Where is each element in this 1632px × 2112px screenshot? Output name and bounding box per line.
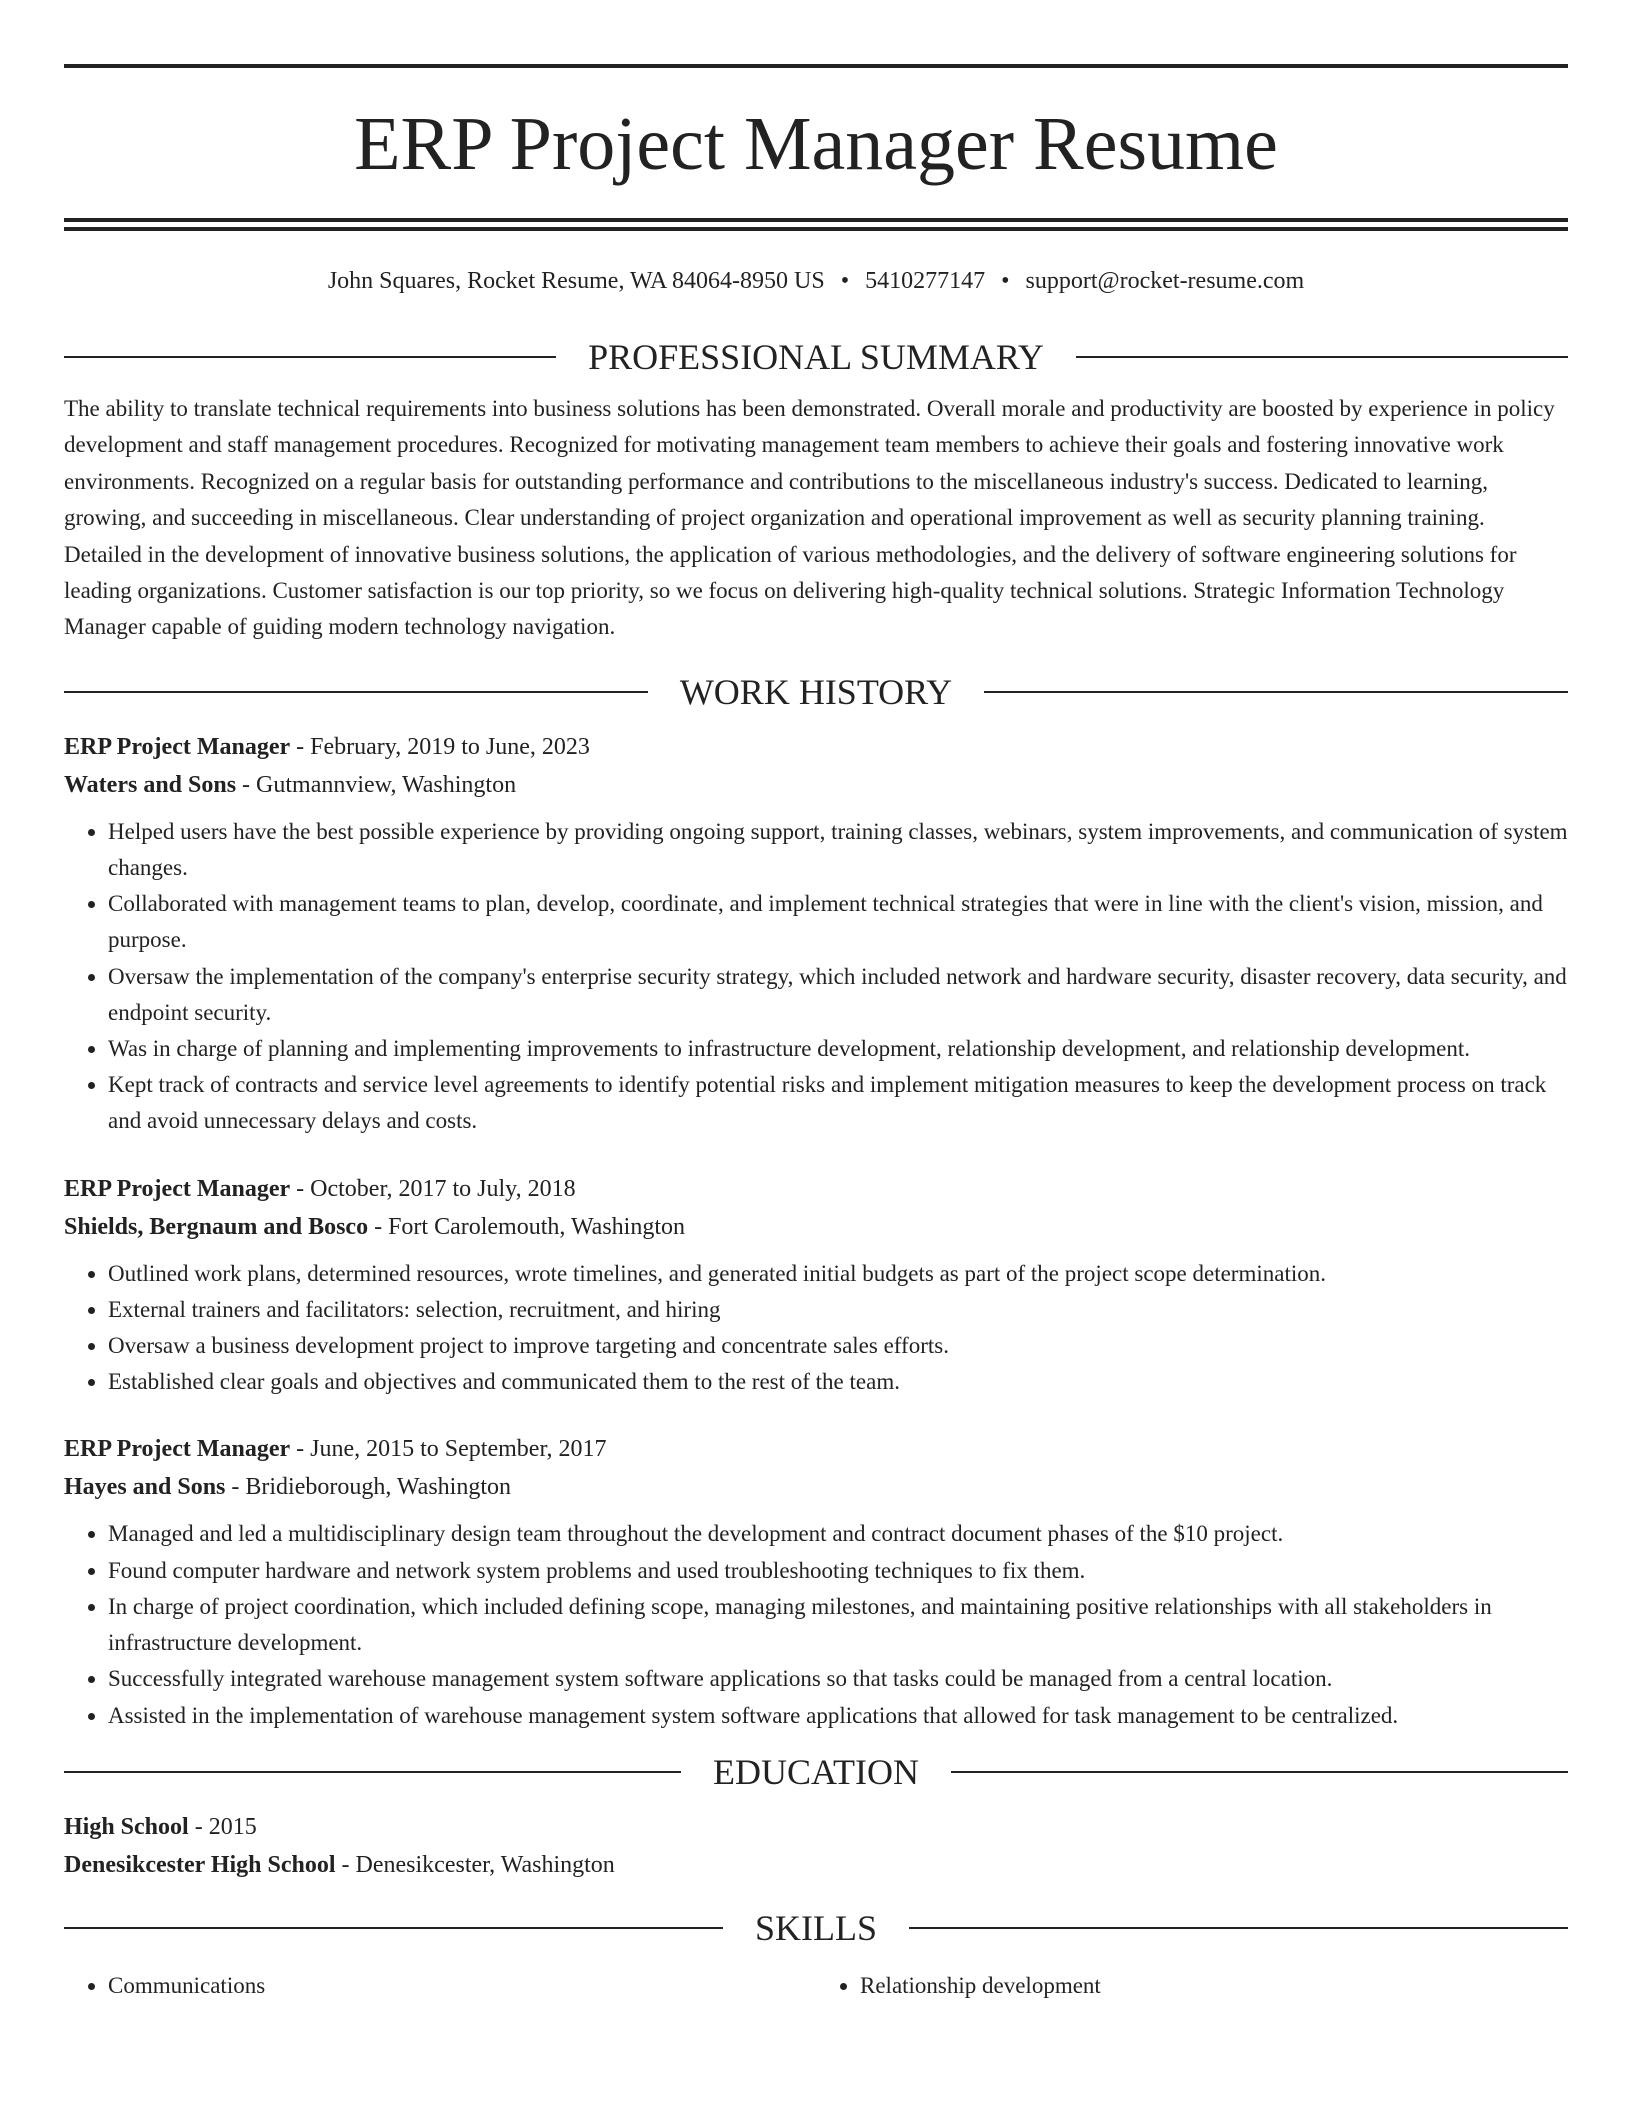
job-title-line bbox=[64, 1430, 1568, 1468]
divider-line bbox=[951, 1771, 1568, 1773]
job-dates: - June, 2015 to September, 2017 bbox=[290, 1436, 607, 1463]
list-item: • Successfully integrated warehouse management system software applications so that tasks could be managed from a central location. bbox=[108, 1661, 1568, 1697]
section-title-education: EDUCATION bbox=[713, 1751, 919, 1792]
section-header-skills bbox=[64, 1904, 1568, 1952]
list-item: • Collaborated with management teams to plan, develop, coordinate, and implement technical strategies that were in line with the client's vision, mission, and purpose. bbox=[108, 886, 1568, 958]
job-entry bbox=[64, 1170, 1568, 1401]
divider-line bbox=[64, 356, 556, 358]
contact-address: John Squares, Rocket Resume, WA 84064-8950 US bbox=[327, 268, 825, 294]
divider-line bbox=[984, 691, 1568, 693]
job-bullets bbox=[64, 814, 1568, 1140]
title-double-rule bbox=[64, 218, 1568, 231]
education-entry bbox=[64, 1808, 1568, 1884]
job-entry bbox=[64, 728, 1568, 1140]
skills-grid bbox=[64, 1968, 1568, 2004]
list-item: • Managed and led a multidisciplinary design team throughout the development and contract document phases of the $10 project. bbox=[108, 1516, 1568, 1552]
education-degree: High School bbox=[64, 1813, 189, 1840]
education-school-line bbox=[64, 1846, 1568, 1884]
job-company-line bbox=[64, 766, 1568, 804]
job-location: - Gutmannview, Washington bbox=[236, 771, 517, 798]
contact-phone: 5410277147 bbox=[865, 268, 986, 294]
job-title: ERP Project Manager bbox=[64, 1436, 291, 1463]
resume-page bbox=[64, 64, 1568, 2004]
list-item: • Outlined work plans, determined resources, wrote timelines, and generated initial budgets as part of the project scope determination. bbox=[108, 1256, 1568, 1292]
contact-line bbox=[64, 263, 1568, 299]
resume-title: ERP Project Manager Resume bbox=[354, 102, 1278, 186]
job-title-line bbox=[64, 1170, 1568, 1208]
job-title-line bbox=[64, 728, 1568, 766]
job-company-line bbox=[64, 1468, 1568, 1506]
section-title-skills: SKILLS bbox=[755, 1907, 878, 1948]
contact-separator: • bbox=[1001, 268, 1010, 294]
section-title-work: WORK HISTORY bbox=[679, 671, 953, 712]
list-item: • Found computer hardware and network system problems and used troubleshooting techniques to fix them. bbox=[108, 1553, 1568, 1589]
job-company: Hayes and Sons bbox=[64, 1474, 226, 1501]
list-item: • Kept track of contracts and service level agreements to identify potential risks and implement mitigation measures to keep the development process on track and avoid unnecessary delays and costs. bbox=[108, 1067, 1568, 1139]
skills-column-right bbox=[816, 1968, 1568, 2004]
section-header-education bbox=[64, 1748, 1568, 1796]
list-item: • Helped users have the best possible experience by providing ongoing support, training classes, webinars, system improvements, and communication of system changes. bbox=[108, 814, 1568, 886]
job-location: - Bridieborough, Washington bbox=[225, 1474, 511, 1501]
job-title: ERP Project Manager bbox=[64, 1175, 291, 1202]
divider-line bbox=[909, 1927, 1568, 1929]
contact-separator: • bbox=[840, 268, 850, 294]
skill-item: • Communications bbox=[108, 1968, 816, 2004]
section-title-summary: PROFESSIONAL SUMMARY bbox=[588, 337, 1044, 377]
list-item: • Established clear goals and objectives and communicated them to the rest of the team. bbox=[108, 1364, 1568, 1400]
job-bullets bbox=[64, 1516, 1568, 1733]
divider-line bbox=[64, 691, 648, 693]
contact-email: support@rocket-resume.com bbox=[1025, 268, 1305, 294]
divider-line bbox=[64, 1771, 681, 1773]
education-location: - Denesikcester, Washington bbox=[335, 1851, 615, 1878]
job-company: Waters and Sons bbox=[64, 771, 237, 798]
job-title: ERP Project Manager bbox=[64, 733, 291, 760]
job-dates: - February, 2019 to June, 2023 bbox=[290, 733, 590, 760]
summary-text: The ability to translate technical requirements into business solutions has been demonstrated. Overall morale and productivity are boosted by experience in policy development and staff management procedures. Recognized for motivating management team members to achieve their goals and fostering innovative work environments. Recognized on a regular basis for outstanding performance and contributions to the miscellaneous industry's success. Dedicated to learning, growing, and succeeding in miscellaneous. Clear understanding of project organization and operational improvement as well as security planning training. Detailed in the development of innovative business solutions, the application of various methodologies, and the delivery of software engineering solutions for leading organizations. Customer satisfaction is our top priority, so we focus on delivering high-quality technical solutions. Strategic Information Technology Manager capable of guiding modern technology navigation. bbox=[64, 396, 1555, 640]
education-year: - 2015 bbox=[188, 1813, 257, 1840]
list-item: • External trainers and facilitators: selection, recruitment, and hiring bbox=[108, 1292, 1568, 1328]
skills-column-left bbox=[64, 1968, 816, 2004]
education-degree-line bbox=[64, 1808, 1568, 1846]
list-item: • Oversaw the implementation of the company's enterprise security strategy, which included network and hardware security, disaster recovery, data security, and endpoint security. bbox=[108, 959, 1568, 1031]
job-bullets bbox=[64, 1256, 1568, 1401]
job-entry bbox=[64, 1430, 1568, 1733]
section-header-summary bbox=[64, 333, 1568, 381]
list-item: • Was in charge of planning and implementing improvements to infrastructure development, relationship development, and relationship development. bbox=[108, 1031, 1568, 1067]
section-header-work bbox=[64, 668, 1568, 716]
divider-line bbox=[64, 1927, 723, 1929]
job-location: - Fort Carolemouth, Washington bbox=[368, 1213, 686, 1240]
job-dates: - October, 2017 to July, 2018 bbox=[290, 1175, 576, 1202]
job-company-line bbox=[64, 1208, 1568, 1246]
job-company: Shields, Bergnaum and Bosco bbox=[64, 1213, 369, 1240]
list-item: • Oversaw a business development project to improve targeting and concentrate sales efforts. bbox=[108, 1328, 1568, 1364]
list-item: • In charge of project coordination, which included defining scope, managing milestones, and maintaining positive relationships with all stakeholders in infrastructure development. bbox=[108, 1589, 1568, 1661]
skill-item: • Relationship development bbox=[860, 1968, 1568, 2004]
education-school: Denesikcester High School bbox=[64, 1851, 336, 1878]
divider-line bbox=[1076, 356, 1568, 358]
list-item: • Assisted in the implementation of warehouse management system software applications that allowed for task management to be centralized. bbox=[108, 1698, 1568, 1734]
